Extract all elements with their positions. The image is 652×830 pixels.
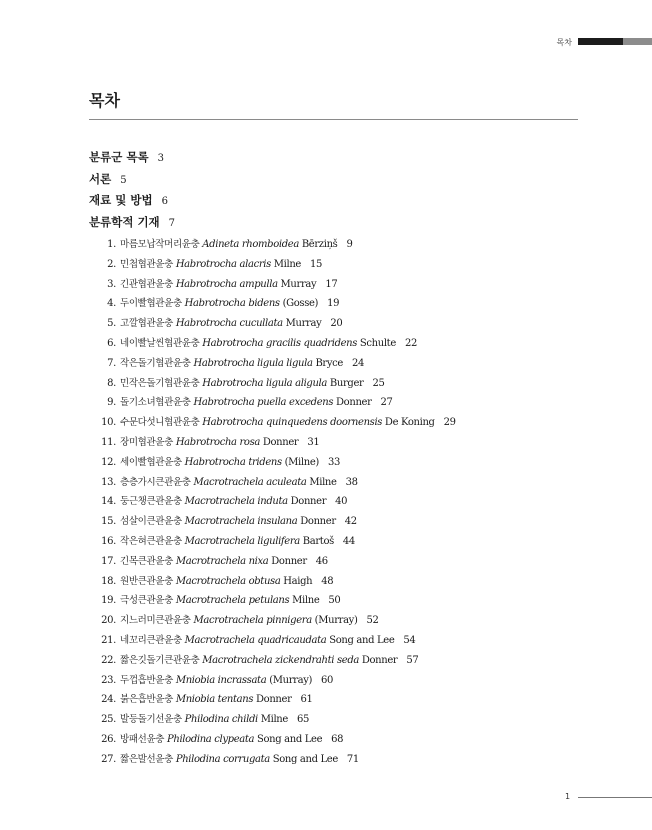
toc-section[interactable] xyxy=(89,169,589,191)
running-header-label: 목차 xyxy=(556,38,572,47)
entry-page: 27 xyxy=(380,397,393,409)
page-title: 목차 xyxy=(89,91,120,110)
entry-page: 33 xyxy=(327,456,340,468)
entry-page: 68 xyxy=(331,733,344,745)
entry-korean-name: 작은혀큰관윤충 xyxy=(120,535,182,547)
toc-entry[interactable] xyxy=(89,492,589,512)
entry-author: Burger xyxy=(329,377,364,389)
toc-entry[interactable] xyxy=(89,275,589,295)
entry-number: 27. xyxy=(101,753,116,765)
entry-author: Murray xyxy=(280,278,317,290)
entry-scientific-name: Adineta rhomboidea xyxy=(202,239,299,250)
toc-entry[interactable] xyxy=(89,591,589,611)
entry-author: Donner xyxy=(271,555,307,567)
entry-korean-name: 고깔협관윤충 xyxy=(120,318,173,330)
entry-page: 31 xyxy=(307,436,320,448)
entry-number: 23. xyxy=(101,674,116,686)
entry-author: Donner xyxy=(290,496,327,508)
footer-page-number: 1 xyxy=(565,792,571,801)
entry-page: 65 xyxy=(296,714,309,726)
entry-scientific-name: Habrotrocha quinquedens doornensis xyxy=(202,417,383,429)
toc-entry[interactable] xyxy=(89,294,589,314)
toc-entry[interactable] xyxy=(89,730,589,750)
species-entry-list xyxy=(89,235,589,770)
entry-korean-name: 짧은발선윤충 xyxy=(120,753,173,765)
entry-page: 61 xyxy=(300,694,313,706)
entry-page: 57 xyxy=(406,654,419,666)
entry-number: 19. xyxy=(101,595,116,607)
entry-korean-name: 민첩협관윤충 xyxy=(120,258,173,270)
entry-number: 1. xyxy=(107,239,116,250)
entry-scientific-name: Habrotrocha bidens xyxy=(184,298,280,310)
entry-number: 7. xyxy=(107,357,116,369)
entry-scientific-name: Habrotrocha puella excedens xyxy=(193,397,334,409)
entry-author: Schulte xyxy=(359,337,396,349)
entry-author: Donner xyxy=(336,397,372,409)
entry-scientific-name: Macrotrachela insulana xyxy=(184,516,298,528)
toc-entry[interactable] xyxy=(89,255,589,275)
entry-number: 5. xyxy=(107,318,116,330)
entry-author: Bryce xyxy=(315,357,343,369)
entry-page: 19 xyxy=(327,298,340,310)
entry-scientific-name: Habrotrocha rosa xyxy=(175,436,260,448)
toc-section-title: 재료 및 방법 xyxy=(89,193,153,207)
toc-entry[interactable] xyxy=(89,611,589,631)
entry-number: 15. xyxy=(101,516,116,528)
entry-scientific-name: Philodina clypeata xyxy=(166,733,255,745)
toc-entry[interactable] xyxy=(89,572,589,592)
entry-page: 71 xyxy=(346,753,359,765)
entry-korean-name: 네이빨날씬협관윤충 xyxy=(120,337,200,349)
toc-entry[interactable] xyxy=(89,453,589,473)
entry-scientific-name: Philodina childi xyxy=(184,714,258,726)
entry-number: 26. xyxy=(101,733,116,745)
entry-scientific-name: Macrotrachela ligulifera xyxy=(184,535,300,547)
toc-entry[interactable] xyxy=(89,710,589,730)
entry-scientific-name: Habrotrocha ampulla xyxy=(175,278,278,290)
entry-page: 17 xyxy=(325,278,338,290)
entry-korean-name: 발등돌기선윤충 xyxy=(120,714,182,726)
entry-page: 42 xyxy=(344,516,357,528)
entry-author: Murray xyxy=(285,318,322,330)
table-of-contents xyxy=(89,147,589,770)
toc-section[interactable] xyxy=(89,147,589,169)
toc-section-page: 6 xyxy=(161,196,168,207)
entry-author: Bartoš xyxy=(302,535,334,547)
entry-scientific-name: Macrotrachela obtusa xyxy=(175,575,281,587)
entry-scientific-name: Habrotrocha ligula ligula xyxy=(193,357,313,369)
entry-scientific-name: Mniobia tentans xyxy=(175,694,254,706)
entry-korean-name: 붉은흡반윤충 xyxy=(120,694,173,706)
entry-korean-name: 돌기소녀협관윤충 xyxy=(120,397,191,409)
entry-scientific-name: Habrotrocha cucullata xyxy=(175,318,283,330)
entry-number: 22. xyxy=(101,654,116,666)
entry-number: 12. xyxy=(101,456,116,468)
entry-author: (Murray) xyxy=(269,674,313,686)
entry-author: Donner xyxy=(262,436,299,448)
entry-korean-name: 지느러미큰관윤충 xyxy=(120,615,191,627)
toc-entry[interactable] xyxy=(89,374,589,394)
entry-author: De Koning xyxy=(384,417,435,429)
entry-scientific-name: Macrotrachela aculeata xyxy=(193,476,307,488)
entry-author: Donner xyxy=(300,516,336,528)
entry-page: 44 xyxy=(342,535,355,547)
entry-page: 15 xyxy=(309,258,323,270)
entry-korean-name: 민작은돌기협관윤충 xyxy=(120,377,200,389)
entry-page: 60 xyxy=(321,674,334,686)
entry-author: Milne xyxy=(309,476,337,488)
entry-page: 38 xyxy=(345,476,358,488)
toc-section-title: 분류군 목록 xyxy=(89,150,149,164)
toc-entry[interactable] xyxy=(89,354,589,374)
entry-korean-name: 작은돌기협관윤충 xyxy=(120,357,191,369)
entry-korean-name: 긴목큰관윤충 xyxy=(120,555,173,567)
entry-page: 25 xyxy=(372,377,385,389)
entry-korean-name: 긴관협관윤충 xyxy=(120,278,173,290)
entry-page: 48 xyxy=(321,575,334,587)
entry-number: 13. xyxy=(101,476,116,488)
entry-author: Donner xyxy=(255,694,292,706)
entry-korean-name: 짧은깃돌기큰관윤충 xyxy=(120,654,200,666)
entry-number: 2. xyxy=(107,258,116,270)
toc-entry[interactable] xyxy=(89,690,589,710)
entry-number: 18. xyxy=(101,575,116,587)
toc-entry[interactable] xyxy=(89,631,589,651)
entry-number: 20. xyxy=(101,615,116,627)
entry-number: 9. xyxy=(107,397,116,409)
entry-number: 6. xyxy=(107,337,116,349)
toc-section[interactable] xyxy=(89,212,589,234)
entry-author: Milne xyxy=(273,258,301,270)
entry-author: (Gosse) xyxy=(282,298,319,310)
entry-author: Milne xyxy=(260,714,288,726)
toc-entry[interactable] xyxy=(89,473,589,493)
entry-author: Song and Lee xyxy=(329,634,395,646)
entry-author: Milne xyxy=(292,595,320,607)
entry-korean-name: 마름모납작머리윤충 xyxy=(120,239,200,250)
toc-entry[interactable] xyxy=(89,413,589,433)
entry-number: 16. xyxy=(101,535,116,547)
entry-number: 25. xyxy=(101,714,116,726)
entry-korean-name: 층층가시큰관윤충 xyxy=(120,476,191,488)
entry-korean-name: 장미협관윤충 xyxy=(120,436,173,448)
entry-korean-name: 둥근챙큰관윤충 xyxy=(120,496,182,508)
entry-author: Song and Lee xyxy=(257,733,323,745)
toc-entry[interactable] xyxy=(89,334,589,354)
toc-section-page: 7 xyxy=(168,217,176,229)
entry-korean-name: 수문다섯니협관윤충 xyxy=(120,417,200,429)
entry-page: 20 xyxy=(330,318,343,330)
entry-page: 29 xyxy=(443,417,456,429)
entry-korean-name: 두껍흡반윤충 xyxy=(120,674,173,686)
toc-entry[interactable] xyxy=(89,532,589,552)
entry-scientific-name: Macrotrachela petulans xyxy=(175,595,290,607)
toc-section-page: 5 xyxy=(120,174,127,186)
entry-scientific-name: Macrotrachela zickendrahti seda xyxy=(202,654,359,666)
header-bar-dark xyxy=(578,38,623,45)
toc-entry[interactable] xyxy=(89,433,589,453)
entry-author: (Milne) xyxy=(284,456,319,468)
entry-page: 46 xyxy=(315,555,328,567)
entry-scientific-name: Habrotrocha tridens xyxy=(184,456,282,468)
entry-number: 3. xyxy=(107,278,116,290)
entry-page: 9 xyxy=(346,239,353,250)
entry-korean-name: 네꼬리큰관윤충 xyxy=(120,634,182,646)
toc-section-title: 분류학적 기재 xyxy=(89,214,160,229)
title-divider xyxy=(89,119,578,120)
entry-number: 8. xyxy=(107,377,116,389)
toc-entry[interactable] xyxy=(89,750,589,770)
entry-korean-name: 극성큰관윤충 xyxy=(120,595,173,607)
toc-entry[interactable] xyxy=(89,314,589,334)
toc-entry[interactable] xyxy=(89,235,589,255)
entry-scientific-name: Habrotrocha alacris xyxy=(175,258,271,270)
entry-page: 24 xyxy=(352,357,365,369)
entry-korean-name: 세이빨협관윤충 xyxy=(120,456,182,468)
toc-entry[interactable] xyxy=(89,671,589,691)
entry-scientific-name: Macrotrachela induta xyxy=(184,496,288,508)
toc-section[interactable] xyxy=(89,190,589,212)
toc-entry[interactable] xyxy=(89,512,589,532)
entry-page: 54 xyxy=(403,634,416,646)
entry-scientific-name: Philodina corrugata xyxy=(175,753,270,765)
entry-scientific-name: Habrotrocha gracilis quadridens xyxy=(202,337,358,349)
entry-scientific-name: Habrotrocha ligula aligula xyxy=(202,377,328,389)
entry-korean-name: 방패선윤충 xyxy=(120,733,165,745)
entry-author: Song and Lee xyxy=(272,753,338,765)
toc-section-title: 서론 xyxy=(89,171,112,186)
entry-korean-name: 두이빨협관윤충 xyxy=(120,298,182,310)
entry-number: 17. xyxy=(101,555,116,567)
toc-entry[interactable] xyxy=(89,651,589,671)
entry-scientific-name: Macrotrachela nixa xyxy=(175,555,269,567)
entry-number: 10. xyxy=(101,417,116,429)
entry-number: 24. xyxy=(101,694,116,706)
footer-rule xyxy=(578,797,652,798)
entry-page: 50 xyxy=(328,595,341,607)
entry-author: Donner xyxy=(361,654,398,666)
entry-author: Haigh xyxy=(283,575,313,587)
entry-page: 52 xyxy=(366,615,379,627)
entry-author: Bērziņš xyxy=(301,239,338,250)
toc-section-page: 3 xyxy=(157,153,164,164)
entry-author: (Murray) xyxy=(314,615,358,627)
entry-korean-name: 섬살이큰관윤충 xyxy=(120,516,182,528)
entry-number: 21. xyxy=(101,634,116,646)
entry-scientific-name: Macrotrachela pinnigera xyxy=(193,615,312,627)
entry-number: 11. xyxy=(101,436,116,448)
entry-number: 4. xyxy=(107,298,116,310)
entry-scientific-name: Mniobia incrassata xyxy=(175,674,267,686)
entry-page: 40 xyxy=(335,496,348,508)
entry-scientific-name: Macrotrachela quadricaudata xyxy=(184,634,327,646)
header-bar-gray xyxy=(623,38,652,45)
toc-entry[interactable] xyxy=(89,552,589,572)
toc-entry[interactable] xyxy=(89,393,589,413)
entry-number: 14. xyxy=(101,496,116,508)
entry-korean-name: 원반큰관윤충 xyxy=(120,575,173,587)
entry-page: 22 xyxy=(404,337,417,349)
